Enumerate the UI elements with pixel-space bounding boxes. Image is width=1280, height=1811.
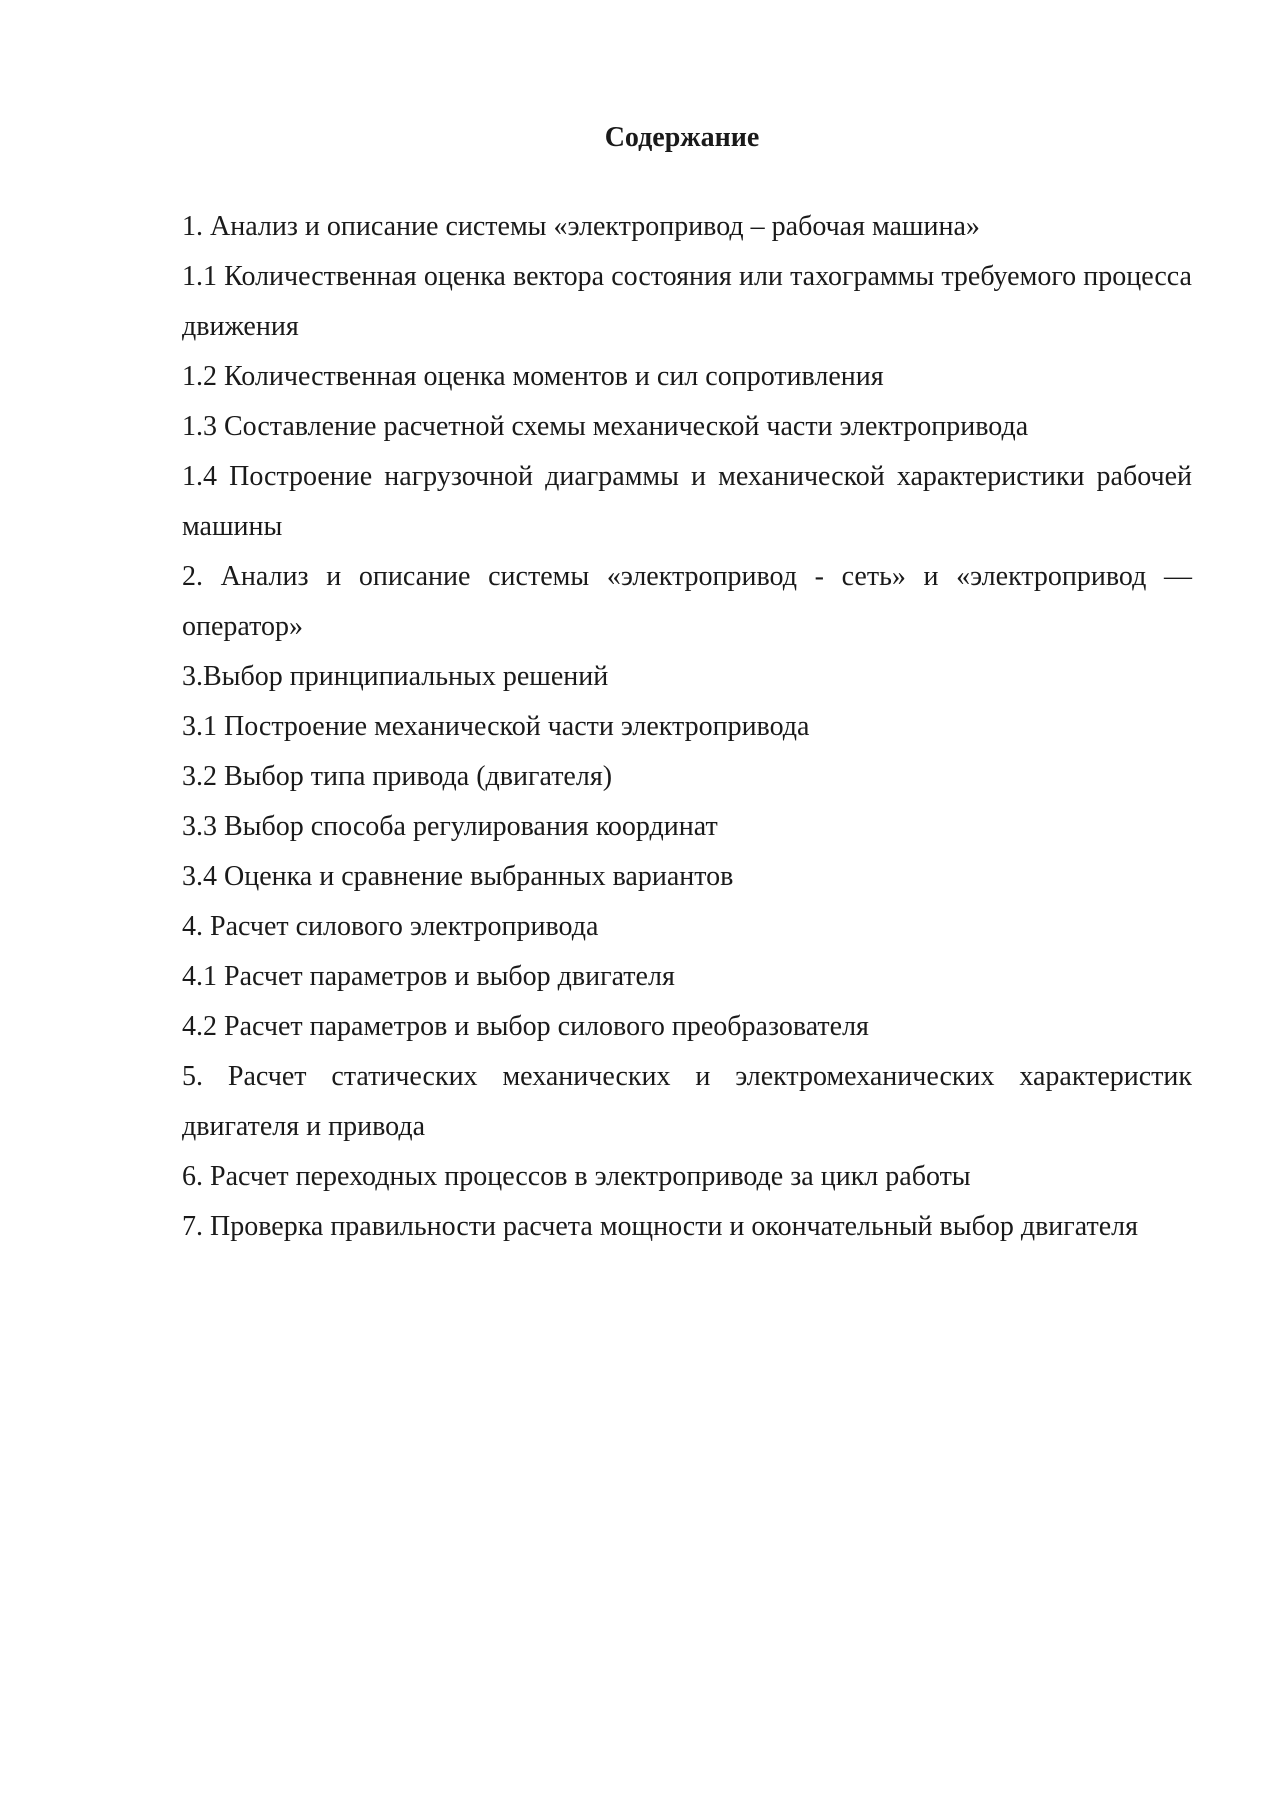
toc-entry-3-4: 3.4 Оценка и сравнение выбранных вариантов [182,861,734,892]
toc-entry-4-1: 4.1 Расчет параметров и выбор двигателя [182,961,675,992]
toc-list [182,202,1192,1252]
toc-entry-1-2: 1.2 Количественная оценка моментов и сил сопротивления [182,361,884,392]
toc-entry-3-2: 3.2 Выбор типа привода (двигателя) [182,761,613,792]
toc-entry-1-3: 1.3 Составление расчетной схемы механической части электропривода [182,411,1029,442]
toc-entry-2: 2. Анализ и описание системы «электропривод - сеть» и «электропривод — оператор» [182,561,1192,642]
toc-entry-3-1: 3.1 Построение механической части электропривода [182,711,810,742]
toc-entry-5: 5. Расчет статических механических и электромеханических характеристик двигателя и привода [182,1061,1192,1142]
toc-entry-1: 1. Анализ и описание системы «электропривод – рабочая машина» [182,211,980,242]
toc-entry-3-3: 3.3 Выбор способа регулирования координат [182,811,718,842]
toc-entry-3: 3.Выбор принципиальных решений [182,661,609,692]
toc-entry-4: 4. Расчет силового электропривода [182,911,599,942]
toc-entry-4-2: 4.2 Расчет параметров и выбор силового преобразователя [182,1011,869,1042]
toc-title: Содержание [604,122,760,153]
toc-entry-6: 6. Расчет переходных процессов в электроприводе за цикл работы [182,1161,971,1192]
toc-entry-1-4: 1.4 Построение нагрузочной диаграммы и механической характеристики рабочей машины [182,461,1192,542]
toc-entry-7: 7. Проверка правильности расчета мощности и окончательный выбор двигателя [182,1211,1138,1242]
toc-entry-1-1: 1.1 Количественная оценка вектора состояния или тахограммы требуемого процесса движения [182,261,1192,342]
